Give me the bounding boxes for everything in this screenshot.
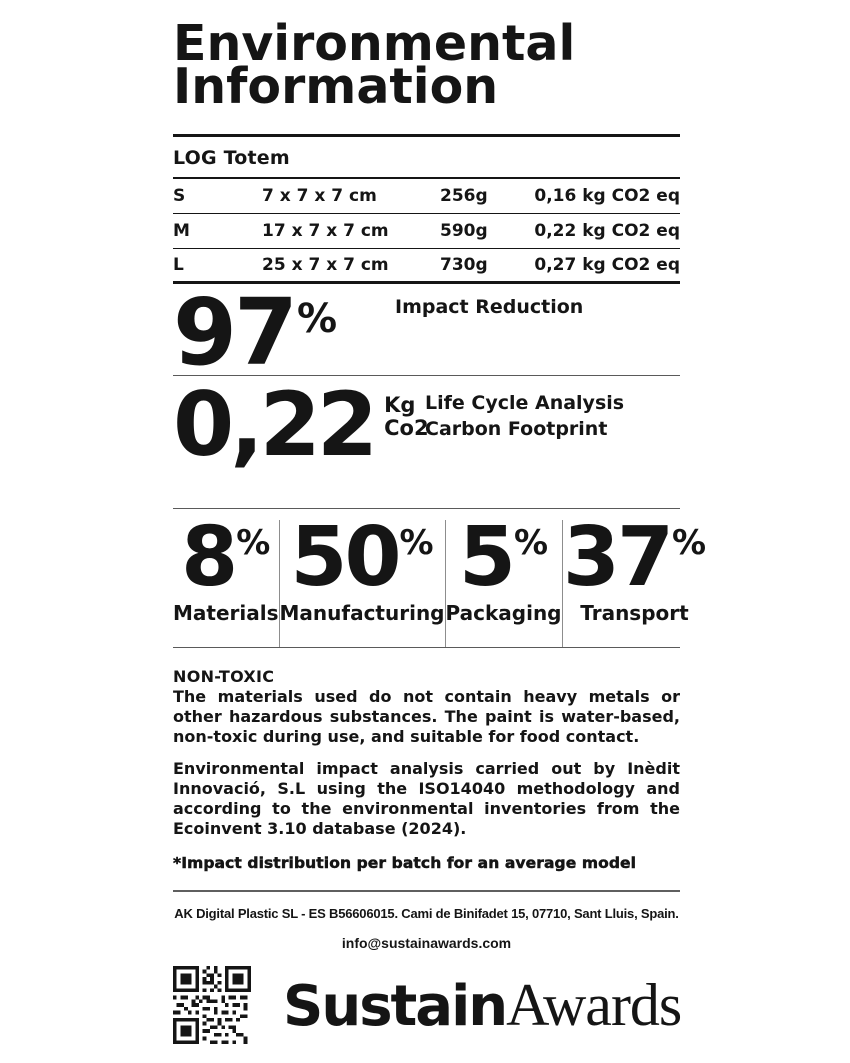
weight-cell: 590g: [440, 221, 488, 242]
materials-label: Materials: [173, 600, 279, 625]
unit-co2: Co2: [384, 415, 429, 440]
divider: [173, 890, 680, 892]
spec-table: [173, 179, 680, 284]
dimensions-cell: 17 x 7 x 7 cm: [262, 221, 389, 242]
weight-cell: 256g: [440, 186, 488, 207]
carbon-footprint-unit: [384, 394, 428, 439]
brand-row: [173, 966, 680, 1044]
transport-number: 37: [562, 510, 672, 606]
distribution-manufacturing: [279, 510, 446, 647]
size-cell: L: [173, 255, 184, 276]
manufacturing-value: [290, 510, 434, 606]
impact-distribution-section: [173, 509, 707, 648]
company-address: AK Digital Plastic SL - ES B56606015. Cami de Binifadet 15, 07710, Sant Lluis, Spain.: [174, 906, 679, 922]
table-row: [173, 214, 680, 249]
distribution-transport: [562, 510, 707, 647]
carbon-footprint-section: [173, 373, 680, 509]
impact-reduction-section: [173, 279, 680, 387]
logo-sustain: Sustain: [283, 973, 507, 1039]
percent-sign: %: [672, 523, 707, 564]
carbon-footprint-number: 0,22: [173, 373, 375, 477]
percent-sign: %: [513, 523, 549, 564]
co2-cell: 0,27 kg CO2 eq: [534, 255, 680, 276]
percent-sign: %: [399, 523, 434, 564]
manufacturing-number: 50: [290, 510, 399, 606]
materials-value: [181, 510, 271, 606]
percent-sign: %: [297, 296, 338, 343]
transport-label: Transport: [580, 600, 689, 625]
table-row: [173, 179, 680, 214]
weight-cell: 730g: [440, 255, 488, 276]
packaging-label: Packaging: [445, 600, 562, 625]
qr-code-icon: [173, 966, 251, 1044]
distribution-materials: [173, 510, 280, 647]
transport-value: [562, 510, 707, 606]
label-line1: Life Cycle Analysis: [425, 392, 625, 415]
co2-cell: 0,16 kg CO2 eq: [534, 186, 680, 207]
non-toxic-heading: NON-TOXIC: [173, 667, 275, 687]
distribution-packaging: [445, 510, 563, 647]
page-title-line1: Environmental: [173, 15, 576, 72]
manufacturing-label: Manufacturing: [279, 600, 445, 625]
label-line2: Carbon Footprint: [425, 417, 608, 440]
non-toxic-paragraph: The materials used do not contain heavy metals or other hazardous substances. The paint is water-based, non-toxic during use, and suitable for food contact.: [173, 687, 680, 747]
product-name: LOG Totem: [173, 147, 290, 170]
page-title: [173, 15, 680, 116]
page-title-line2: Information: [173, 58, 499, 116]
packaging-value: [458, 510, 549, 606]
contact-email[interactable]: info@sustainawards.com: [341, 935, 512, 952]
carbon-footprint-label: [425, 391, 624, 442]
co2-cell: 0,22 kg CO2 eq: [534, 221, 680, 242]
impact-reduction-label: Impact Reduction: [395, 296, 584, 319]
packaging-number: 5: [458, 510, 513, 606]
size-cell: M: [173, 221, 190, 242]
impact-reduction-number: 97: [173, 279, 296, 387]
unit-kg: Kg: [384, 393, 416, 418]
percent-sign: %: [236, 523, 271, 564]
dimensions-cell: 25 x 7 x 7 cm: [262, 255, 389, 276]
materials-number: 8: [181, 510, 236, 606]
logo-awards: Awards: [506, 971, 682, 1038]
notes-section: [173, 648, 680, 872]
sustainawards-logo: [283, 971, 681, 1040]
size-cell: S: [173, 186, 186, 207]
dimensions-cell: 7 x 7 x 7 cm: [262, 186, 377, 207]
disclaimer-note: *Impact distribution per batch for an average model: [173, 854, 637, 873]
methodology-paragraph: Environmental impact analysis carried out by Inèdit Innovació, S.L using the ISO14040 methodology and according to the environmental inventories from the Ecoinvent 3.10 database (2024).: [173, 759, 680, 839]
